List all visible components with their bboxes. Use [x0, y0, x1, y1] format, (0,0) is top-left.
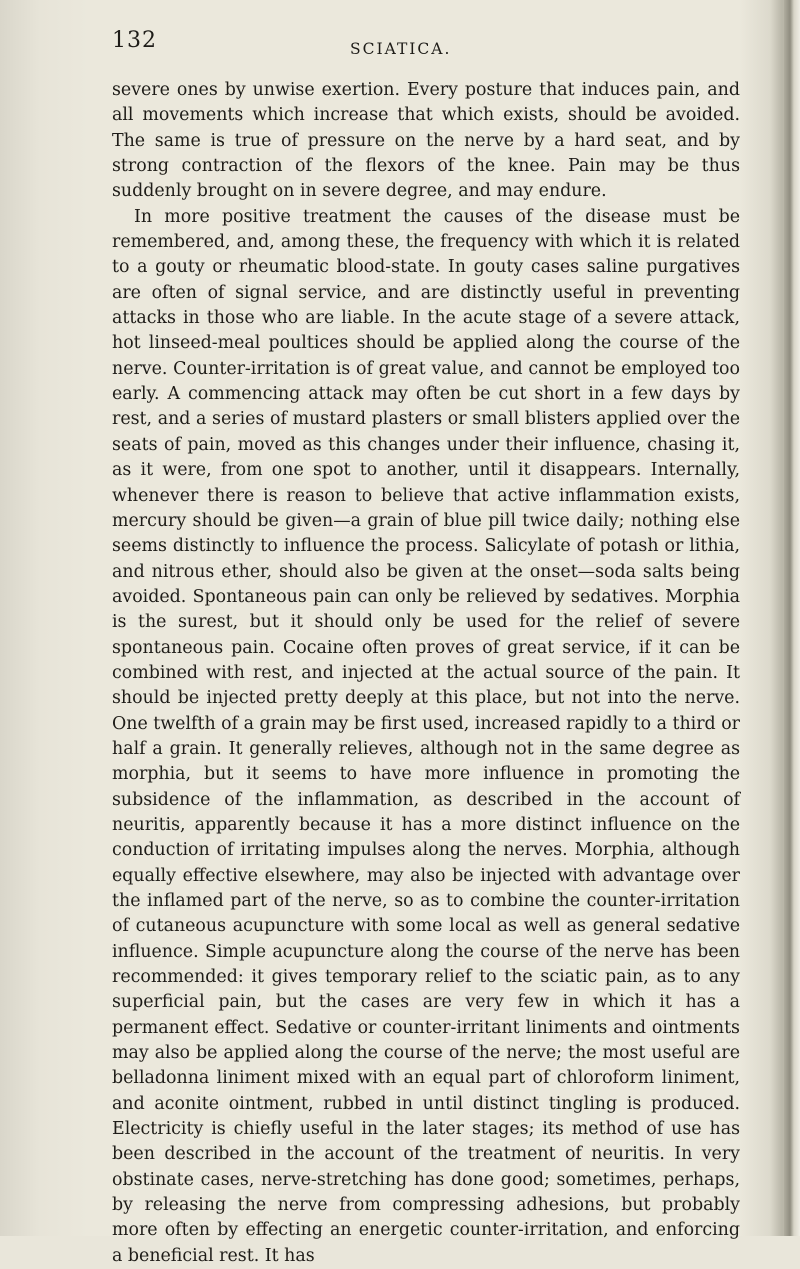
paragraph-continuation: severe ones by unwise exertion. Every posture that induces pain, and all movements which increase that which exists, should be avoided. The same is true of pressure on the nerve by a hard seat, and by strong contraction of the flexors of the knee. Pain may be thus suddenly brought on in severe degree, and may endure.	[112, 80, 740, 202]
page-number: 132	[112, 28, 157, 53]
body-text	[112, 78, 740, 1269]
paragraph-treatment: In more positive treatment the causes of the disease must be remembered, and, among these, the frequency with which it is related to a gouty or rheumatic blood-state. In gouty cases saline purgatives are often of signal service, and are distinctly useful in preventing attacks in those who are liable. In the acute stage of a severe attack, hot linseed-meal poultices should be applied along the course of the nerve. Counter-irritation is of great value, and cannot be employed too early. A commencing attack may often be cut short in a few days by rest, and a series of mustard plasters or small blisters applied over the seats of pain, moved as this changes under their influence, chasing it, as it were, from one spot to another, until it disappears. Internally, whenever there is reason to believe that active inflammation exists, mercury should be given—a grain of blue pill twice daily; nothing else seems distinctly to influence the process. Salicylate of potash or lithia, and nitrous ether, should also be given at the onset—soda salts being avoided. Spontaneous pain can only be relieved by sedatives. Morphia is the surest, but it should only be used for the relief of severe spontaneous pain. Cocaine often proves of great service, if it can be combined with rest, and injected at the actual source of the pain. It should be injected pretty deeply at this place, but not into the nerve. One twelfth of a grain may be first used, increased rapidly to a third or half a grain. It generally relieves, although not in the same degree as morphia, but it seems to have more influence in promoting the subsidence of the inflammation, as described in the account of neuritis, apparently because it has a more distinct influence on the conduction of irritating impulses along the nerves. Morphia, although equally effective elsewhere, may also be injected with advantage over the inflamed part of the nerve, so as to combine the counter-irritation of cutaneous acupuncture with some local as well as general sedative influence. Simple acupuncture along the course of the nerve has been recommended: it gives temporary relief to the sciatic pain, as to any superficial pain, but the cases are very few in which it has a permanent effect. Sedative or counter-irritant liniments and ointments may also be applied along the course of the nerve; the most useful are belladonna liniment mixed with an equal part of chloroform liniment, and aconite ointment, rubbed in until distinct tingling is produced. Electricity is chiefly useful in the later stages; its method of use has been described in the account of the treatment of neuritis. In very obstinate cases, nerve-stretching has done good; sometimes, perhaps, by releasing the nerve from compressing adhesions, but probably more often by effecting an energetic counter-irritation, and enforcing a beneficial rest. It has	[112, 206, 740, 1266]
running-head: SCIATICA.	[350, 40, 452, 58]
book-spine-edge	[784, 0, 800, 1236]
